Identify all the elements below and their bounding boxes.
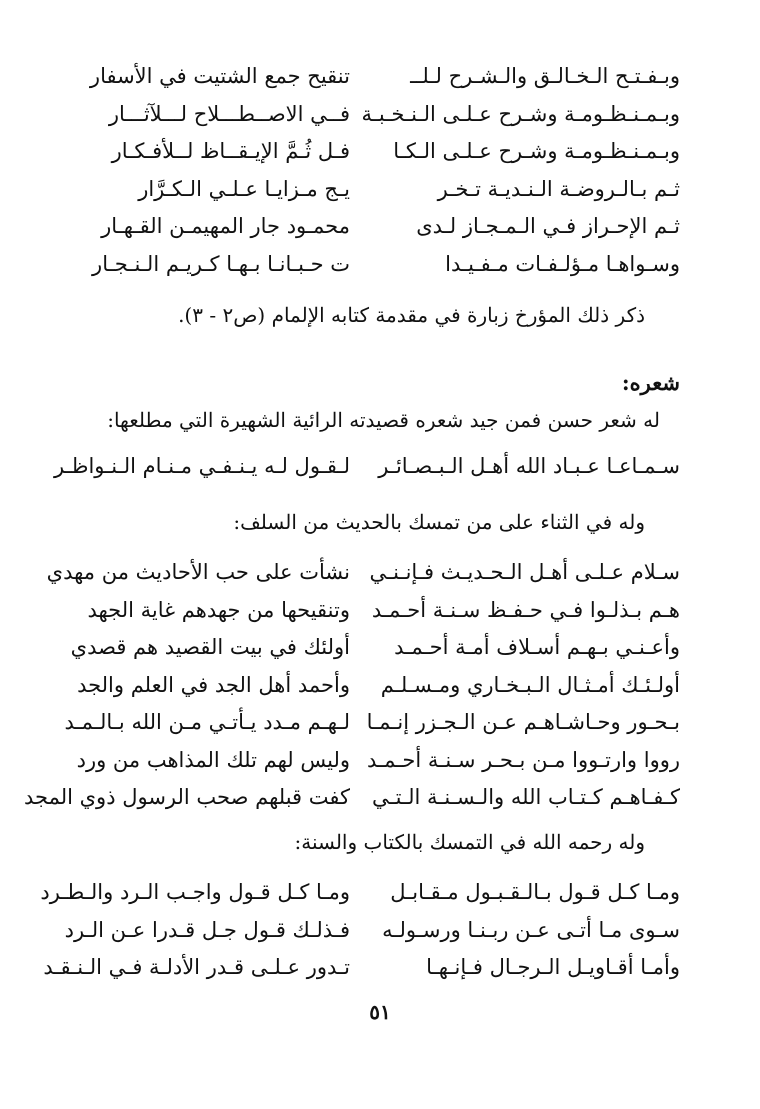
verse-first-hemistich: ثـم بـالـروضـة الـنـديـة تـخـر: [437, 176, 680, 201]
verse-first-hemistich: سـلام عـلـى أهـل الـحـديـث فـإنـنـي: [369, 560, 680, 585]
verse-second-hemistich: يـج مـزايـا عـلـي الـكـرَّار: [138, 176, 350, 201]
sunnah-poem: [40, 874, 680, 987]
verse-second-hemistich: تـدور عـلـى قـدر الأدلـة فـي الـنـقـد: [43, 955, 350, 980]
verse-first-hemistich: كـفـاهـم كـتـاب الله والـسـنـة الـتـي: [371, 785, 680, 810]
intro-paragraph: وله في الثناء على من تمسك بالحديث من السلف:: [233, 510, 645, 534]
verse-first-hemistich: وبـمـنـظـومـة وشـرح عـلـى الـكـا: [393, 139, 680, 164]
verse-first-hemistich: وبـمـنـظـومـة وشـرح عـلـى الـنـخـبـة: [361, 101, 680, 126]
verse-first-hemistich: سـوى مـا أتـى عـن ربـنـا ورسـولـه: [382, 917, 680, 942]
verse: [53, 448, 680, 486]
verse-second-hemistich: فـل ثُـمَّ الإيـقــاظ لــلأفـكـار: [111, 139, 350, 164]
verse-first-hemistich: وبـفـتـح الـخـالـق والـشـرح لـلــ: [410, 64, 680, 89]
verse-first-hemistich: هـم بـذلـوا فـي حـفـظ سـنـة أحـمـد: [371, 597, 680, 622]
verse: [80, 208, 680, 246]
verse: [80, 592, 680, 630]
verse-second-hemistich: وليس لهم تلك المذاهب من ورد: [76, 747, 350, 772]
verse-second-hemistich: ت حـبـانـا بـهـا كـريـم الـنـجـار: [92, 251, 350, 276]
intro-poem: [80, 58, 680, 283]
intro-paragraph: له شعر حسن فمن جيد شعره قصيدته الرائية الشهيرة التي مطلعها:: [107, 408, 660, 432]
verse-first-hemistich: سـمـاعـا عـبـاد الله أهـل الـبـصـائـر: [378, 454, 680, 479]
verse: [40, 874, 680, 912]
verse-first-hemistich: وأعـنـي بـهـم أسـلاف أمـة أحـمـد: [394, 635, 680, 660]
section-heading: شعره:: [621, 370, 680, 395]
verse-first-hemistich: أولـئـك أمـثـال الـبـخـاري ومـسـلـم: [380, 672, 680, 697]
verse: [80, 171, 680, 209]
verse: [64, 912, 680, 950]
verse-second-hemistich: نشأت على حب الأحاديث من مهدي: [46, 560, 350, 585]
verse-second-hemistich: محمـود جار المهيمـن القـهـار: [101, 214, 350, 239]
verse: [80, 133, 680, 171]
verse-second-hemistich: فــي الاصــطـــلاح لـــلآثـــار: [108, 101, 350, 126]
verse: [43, 949, 680, 987]
verse: [80, 246, 680, 284]
verse-second-hemistich: أولئك في بيت القصيد هم قصدي: [70, 635, 350, 660]
verse-second-hemistich: تنقيح جمع الشتيت في الأسفار: [89, 64, 350, 89]
verse-second-hemistich: كفت قبلهم صحب الرسول ذوي المجد: [23, 785, 350, 810]
verse: [80, 58, 680, 96]
verse-first-hemistich: رووا وارتـووا مـن بـحـر سـنـة أحـمـد: [366, 747, 680, 772]
hadith-poem: [23, 554, 680, 817]
verse-first-hemistich: وأمـا أقـاويـل الـرجـال فـإنـهـا: [426, 955, 680, 980]
verse-first-hemistich: ثـم الإحـراز فـي الـمـجـاز لـدى: [416, 214, 680, 239]
verse-first-hemistich: ومـا كـل قـول بـالـقـبـول مـقـابـل: [390, 880, 680, 905]
intro-paragraph: وله رحمه الله في التمسك بالكتاب والسنة:: [294, 830, 645, 854]
verse-second-hemistich: فـذلـك قـول جـل قـدرا عـن الـرد: [64, 917, 350, 942]
verse: [77, 667, 680, 705]
verse-second-hemistich: لـهـم مـدد يـأتـي مـن الله بـالـمـد: [64, 710, 350, 735]
verse: [80, 96, 680, 134]
verse-first-hemistich: وسـواهـا مـؤلـفـات مـفـيـدا: [445, 251, 680, 276]
opening-verse: [53, 448, 680, 486]
verse: [76, 742, 680, 780]
verse-second-hemistich: وأحمد أهل الجد في العلم والجد: [77, 672, 350, 697]
verse: [70, 629, 680, 667]
verse-second-hemistich: لـقـول لـه يـنـفـي مـنـام الـنـواظـر: [53, 454, 350, 479]
verse-first-hemistich: بـحـور وحـاشـاهـم عـن الـجـزر إنـمـا: [366, 710, 680, 735]
verse-second-hemistich: وتنقيحها من جهدهم غاية الجهد: [87, 597, 350, 622]
verse: [64, 704, 680, 742]
verse: [23, 779, 680, 817]
page-number: ٥١: [369, 1000, 391, 1024]
source-note: ذكر ذلك المؤرخ زبارة في مقدمة كتابه الإلمام (ص٢ - ٣).: [178, 303, 645, 327]
verse-second-hemistich: ومـا كـل قـول واجـب الـرد والـطـرد: [40, 880, 350, 905]
verse: [46, 554, 680, 592]
